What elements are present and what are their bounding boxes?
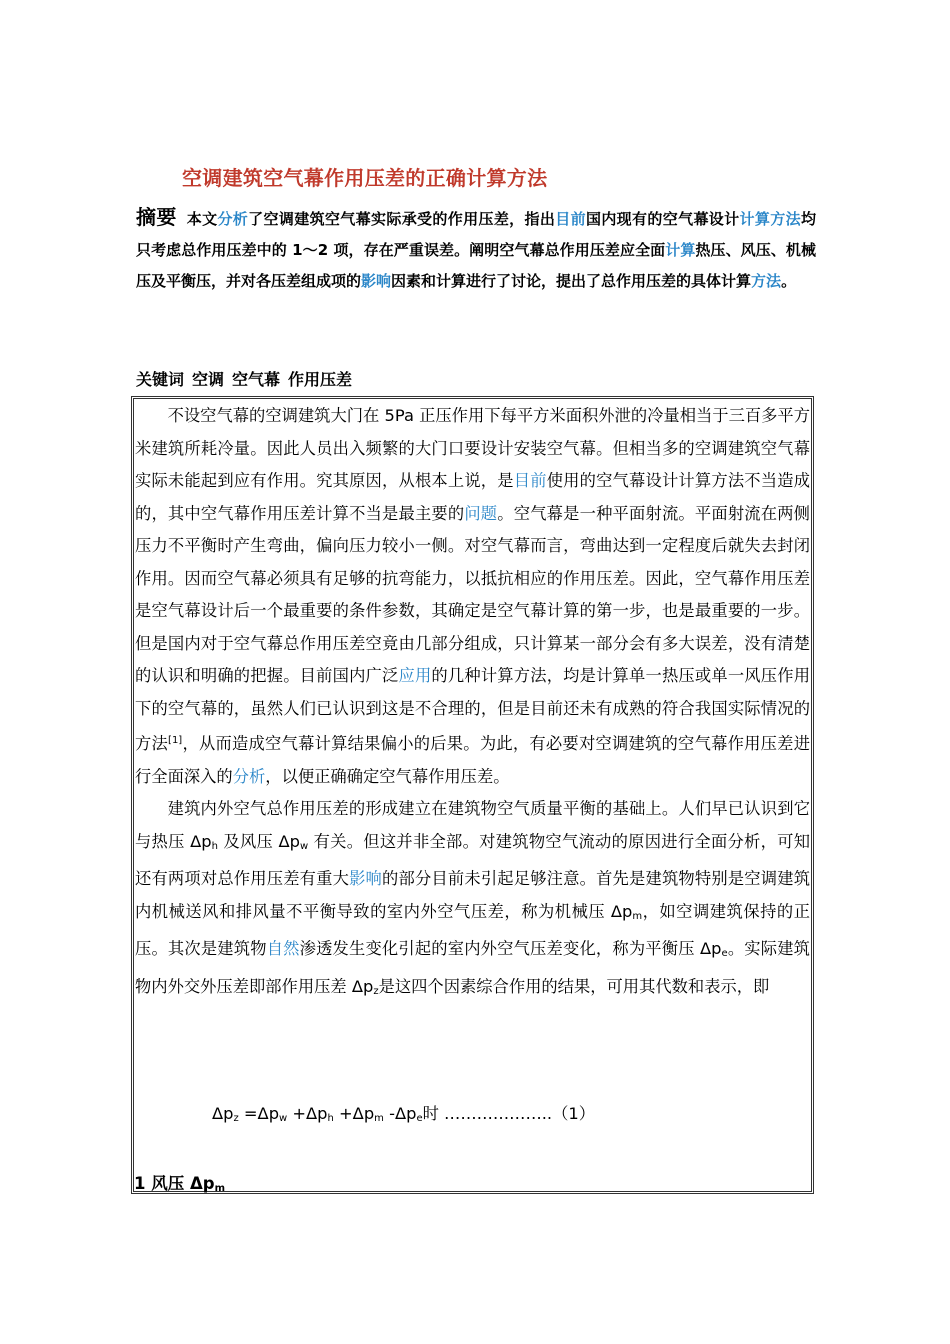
paragraph-text: 是这四个因素综合作用的结果，可用其代数和表示，即 bbox=[378, 976, 770, 996]
abstract-text: 本文 bbox=[186, 210, 218, 228]
reference-marker[interactable]: [1] bbox=[168, 735, 183, 746]
subscript: w bbox=[299, 840, 309, 852]
keyword: 空气幕 bbox=[232, 370, 281, 389]
subscript: z bbox=[373, 985, 379, 997]
hyperlink[interactable]: 目前 bbox=[513, 471, 547, 490]
keyword: 作用压差 bbox=[288, 370, 353, 389]
hyperlink[interactable]: 计算方法 bbox=[739, 210, 801, 228]
abstract-text: 。 bbox=[781, 272, 797, 290]
paragraph-text: 不设空气幕的空调建筑大门在 5Pa 正压作用下每平方米面积外泄的冷量相当于三百多平方米建筑所耗冷量。因此人员出入频繁的大门口要设计安装空气幕。但相当多的空调建筑空气幕实际未能起到应有作用。究其原因，从根本上说，是 bbox=[135, 406, 810, 490]
abstract-text: 热压、风压、机械压及平衡压，并对各压差组成项的 bbox=[136, 241, 816, 290]
formula-part: 时 ………………..（1） bbox=[422, 1104, 596, 1123]
paragraph-text: 建筑内外空气总作用压差的形成建立在建筑物空气质量平衡的基础上。人们早已认识到它与热压 Δp bbox=[135, 799, 810, 851]
subscript: m bbox=[214, 1183, 225, 1194]
keywords-label: 关键词 bbox=[136, 370, 185, 389]
section-title: 风压 Δp bbox=[151, 1174, 215, 1193]
hyperlink[interactable]: 方法 bbox=[751, 272, 782, 290]
paragraph-text: ，以便正确确定空气幕作用压差。 bbox=[265, 766, 510, 786]
hyperlink[interactable]: 分析 bbox=[232, 766, 266, 786]
paragraph-text: 的部分目前未引起足够注意。首先是建筑物特别是空调建筑内机械送风和排风量不平衡导致的室内外空气压差，称为机械压 Δp bbox=[135, 869, 810, 921]
paragraph-text: 有关。但这并非全部。对建筑物空气流动的原因进行全面分析，可知还有两项对总作用压差有重大 bbox=[135, 831, 810, 888]
formula-part: Δp bbox=[212, 1104, 234, 1123]
abstract-text: 均只考虑总作用压差中的 1～2 项，存在严重误差。阐明空气幕总作用压差应全面 bbox=[136, 210, 816, 259]
hyperlink[interactable]: 影响 bbox=[361, 272, 392, 290]
hyperlink[interactable]: 自然 bbox=[266, 939, 300, 958]
subscript: m bbox=[374, 1113, 384, 1124]
subscript: h bbox=[211, 840, 218, 852]
hyperlink[interactable]: 计算 bbox=[665, 241, 696, 259]
formula-part: +Δp bbox=[333, 1104, 375, 1123]
formula-part: =Δp bbox=[238, 1104, 280, 1123]
paragraph-1 bbox=[135, 400, 810, 793]
section-number: 1 bbox=[134, 1174, 146, 1193]
abstract-label: 摘要 bbox=[136, 205, 177, 229]
keywords bbox=[136, 367, 360, 390]
paragraph-2 bbox=[135, 793, 810, 1008]
subscript: w bbox=[279, 1113, 288, 1124]
paragraph-text: 渗透发生变化引起的室内外空气压差变化，称为平衡压 Δp bbox=[299, 939, 722, 958]
subscript: m bbox=[632, 910, 643, 922]
paragraph-text: 使用的空气幕设计计算方法不当造成的，其中空气幕作用压差计算不当是最主要的 bbox=[135, 471, 810, 523]
keyword: 空调 bbox=[192, 370, 225, 389]
abstract-text: 了空调建筑空气幕实际承受的作用压差，指出 bbox=[248, 210, 556, 228]
formula-part: -Δp bbox=[383, 1104, 417, 1123]
hyperlink[interactable]: 应用 bbox=[398, 666, 432, 685]
paragraph-text: ，如空调建筑保持的正压。其次是建筑物 bbox=[135, 901, 810, 958]
abstract-text: 因素和计算进行了讨论，提出了总作用压差的具体计算 bbox=[391, 272, 752, 290]
paragraph-text: 的几种计算方法，均是计算单一热压或单一风压作用下的空气幕的，虽然人们已认识到这是不合理的，但是目前还未有成熟的符合我国实际情况的方法 bbox=[135, 666, 810, 753]
hyperlink[interactable]: 影响 bbox=[349, 869, 383, 888]
paragraph-text: ，从而造成空气幕计算结果偏小的后果。为此，有必要对空调建筑的空气幕作用压差进行全面深入的 bbox=[135, 734, 810, 786]
hyperlink[interactable]: 分析 bbox=[217, 210, 249, 228]
subscript: e bbox=[416, 1113, 423, 1124]
body-text bbox=[135, 400, 810, 1008]
subscript: h bbox=[327, 1113, 334, 1124]
paragraph-text: 。空气幕是一种平面射流。平面射流在两侧压力不平衡时产生弯曲，偏向压力较小一侧。对空气幕而言，弯曲达到一定程度后就失去封闭作用。因而空气幕必须具有足够的抗弯能力，以抵抗相应的作用压差。因此，空气幕作用压差是空气幕设计后一个最重要的条件参数，其确定是空气幕计算的第一步，也是最重要的一步。但是国内对于空气幕总作用压差空竟由几部分组成，只计算某一部分会有多大误差，没有清楚的认识和明确的把握。目前国内广泛 bbox=[135, 503, 810, 685]
abstract-text: 国内现有的空气幕设计 bbox=[585, 210, 740, 228]
hyperlink[interactable]: 问题 bbox=[464, 503, 498, 523]
hyperlink[interactable]: 目前 bbox=[555, 210, 586, 228]
subscript: e bbox=[721, 948, 728, 959]
document-title: 空调建筑空气幕作用压差的正确计算方法 bbox=[182, 166, 548, 190]
equation-1 bbox=[212, 1100, 595, 1124]
paragraph-text: 。实际建筑物内外交外压差即部作用压差 Δp bbox=[135, 939, 810, 996]
formula-part: +Δp bbox=[287, 1104, 328, 1123]
subscript: z bbox=[233, 1113, 239, 1124]
paragraph-text: 及风压 Δp bbox=[217, 831, 300, 851]
abstract bbox=[136, 202, 816, 297]
section-heading bbox=[134, 1170, 225, 1194]
